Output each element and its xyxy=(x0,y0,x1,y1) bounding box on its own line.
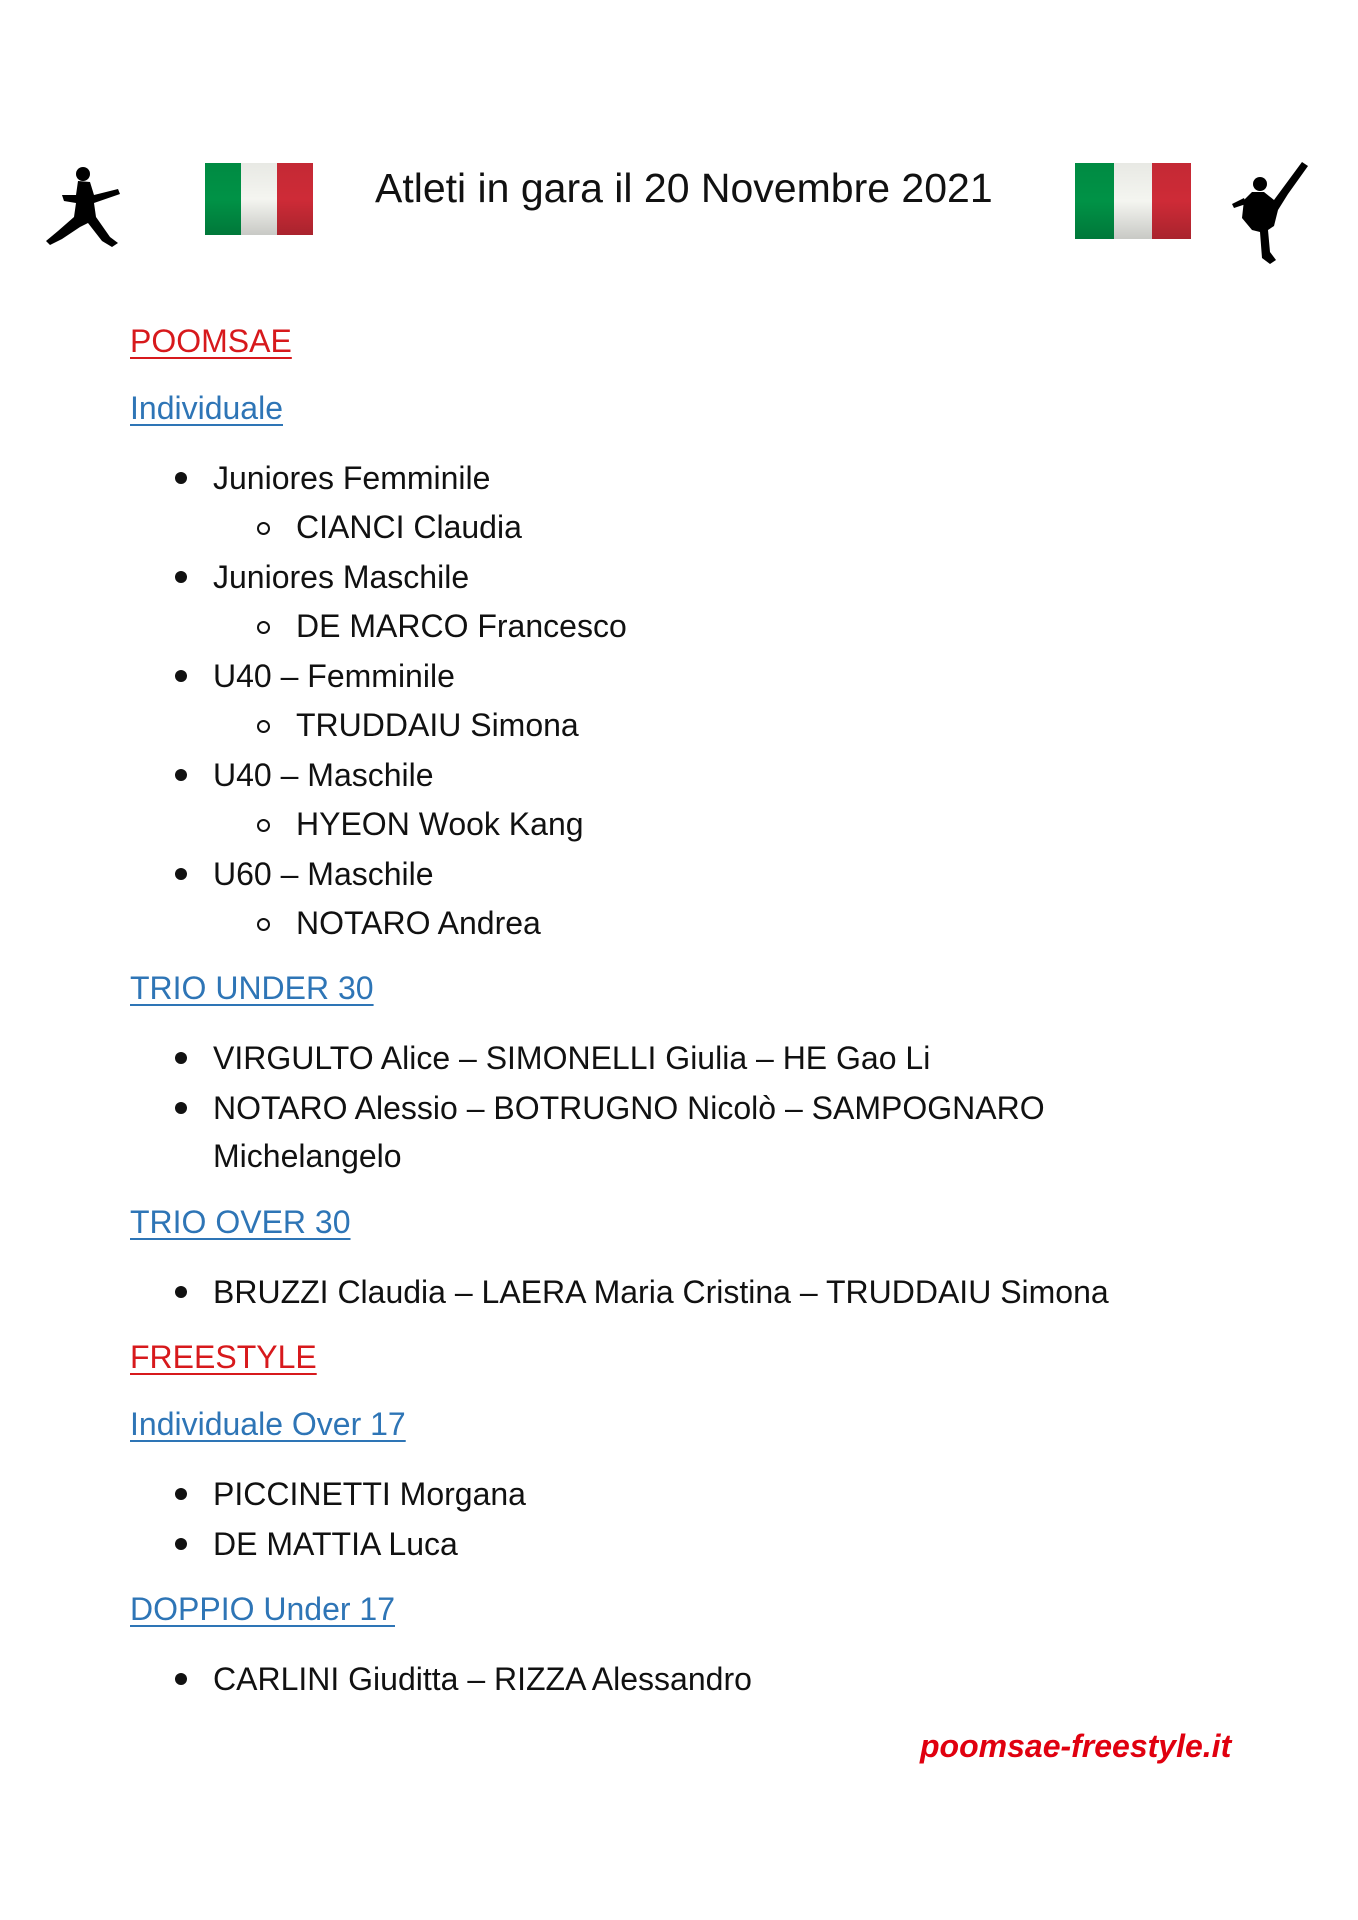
bullet-icon xyxy=(175,1286,187,1298)
team-names: CARLINI Giuditta – RIZZA Alessandro xyxy=(213,1661,752,1697)
page-title: Atleti in gara il 20 Novembre 2021 xyxy=(375,165,993,211)
team-names: VIRGULTO Alice – SIMONELLI Giulia – HE Gao Li xyxy=(213,1040,931,1076)
bullet-icon xyxy=(175,1102,187,1114)
website-link[interactable]: poomsae-freestyle.it xyxy=(920,1728,1232,1764)
category-label: U60 – Maschile xyxy=(213,856,434,892)
italian-flag-icon xyxy=(1075,163,1191,239)
bullet-icon xyxy=(175,769,187,781)
category-label: Juniores Femminile xyxy=(213,460,491,496)
subsection-heading-individuale-over-17: Individuale Over 17 xyxy=(130,1406,406,1442)
bullet-icon xyxy=(175,1052,187,1064)
italian-flag-icon xyxy=(205,163,313,235)
bullet-icon xyxy=(175,670,187,682)
athlete-name: HYEON Wook Kang xyxy=(296,806,584,842)
athlete-name: TRUDDAIU Simona xyxy=(296,707,579,743)
circle-bullet-icon xyxy=(257,819,270,832)
circle-bullet-icon xyxy=(257,720,270,733)
subsection-heading-trio-under-30: TRIO UNDER 30 xyxy=(130,970,374,1006)
bullet-icon xyxy=(175,868,187,880)
subsection-heading-trio-over-30: TRIO OVER 30 xyxy=(130,1204,351,1240)
subsection-heading-individuale: Individuale xyxy=(130,390,283,426)
category-label: U40 – Femminile xyxy=(213,658,455,694)
subsection-heading-doppio-under-17: DOPPIO Under 17 xyxy=(130,1591,395,1627)
martial-artist-stance-icon xyxy=(40,165,130,250)
martial-artist-high-kick-icon xyxy=(1230,160,1310,265)
athlete-name: DE MARCO Francesco xyxy=(296,608,627,644)
athlete-name: CIANCI Claudia xyxy=(296,509,522,545)
bullet-icon xyxy=(175,571,187,583)
bullet-icon xyxy=(175,1488,187,1500)
bullet-icon xyxy=(175,472,187,484)
athlete-name: DE MATTIA Luca xyxy=(213,1526,458,1562)
circle-bullet-icon xyxy=(257,621,270,634)
category-label: U40 – Maschile xyxy=(213,757,434,793)
team-names: BRUZZI Claudia – LAERA Maria Cristina – TRUDDAIU Simona xyxy=(213,1274,1109,1310)
athlete-name: PICCINETTI Morgana xyxy=(213,1476,526,1512)
circle-bullet-icon xyxy=(257,522,270,535)
category-label: Juniores Maschile xyxy=(213,559,470,595)
athlete-name: NOTARO Andrea xyxy=(296,905,541,941)
section-heading-poomsae: POOMSAE xyxy=(130,323,292,359)
team-names-continuation: Michelangelo xyxy=(213,1138,402,1174)
bullet-icon xyxy=(175,1538,187,1550)
bullet-icon xyxy=(175,1673,187,1685)
circle-bullet-icon xyxy=(257,918,270,931)
team-names: NOTARO Alessio – BOTRUGNO Nicolò – SAMPOGNARO xyxy=(213,1090,1045,1126)
section-heading-freestyle: FREESTYLE xyxy=(130,1339,317,1375)
